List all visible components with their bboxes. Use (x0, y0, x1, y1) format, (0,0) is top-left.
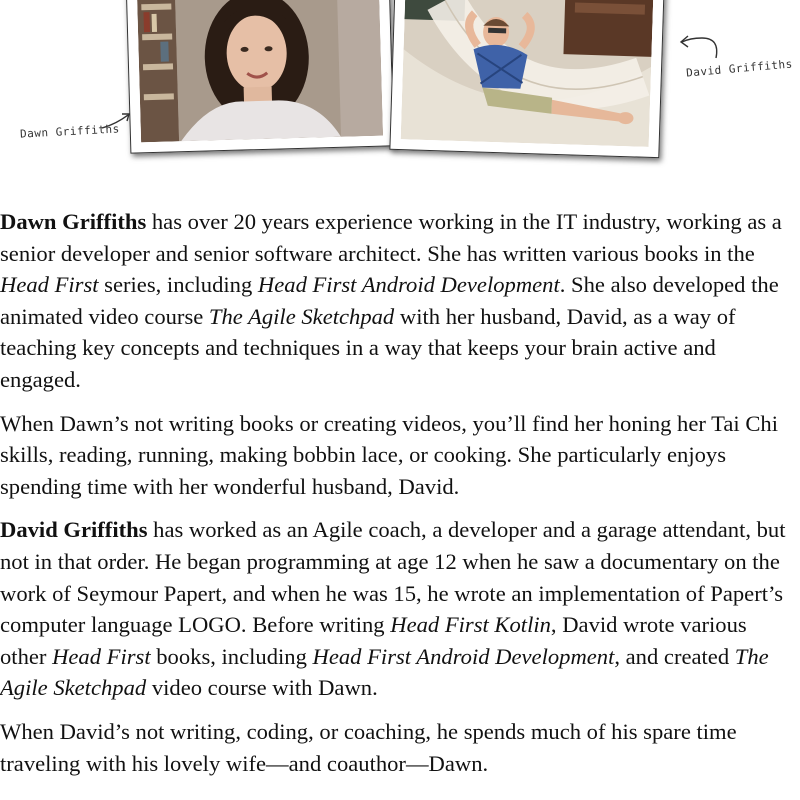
dawn-bio-paragraph (0, 206, 798, 396)
dawn-bio-text: . She also developed the animated video course (0, 272, 779, 329)
course-title: The Agile Sketchpad (0, 643, 769, 701)
dawn-bio-text: has over 20 years experience working in the IT industry, working as a senior developer and senior software architect. She has written various books in the (0, 209, 782, 266)
dawn-hobbies-paragraph: When Dawn’s not writing books or creating videos, you’ll find her honing her Tai Chi skills, reading, running, making bobbin lace, or cooking. She particularly enjoys spending time with her wonderful husband, David. (0, 410, 778, 499)
david-bio-text: , David wrote various other (0, 612, 747, 669)
dawn-photo-caption: Dawn Griffiths (19, 122, 120, 141)
book-title: Head First Kotlin (390, 612, 551, 638)
series-title: Head First (52, 643, 151, 669)
dawn-name: Dawn Griffiths (0, 209, 147, 234)
david-name: David Griffiths (0, 517, 148, 543)
david-photo-image (401, 0, 654, 147)
book-title: Head First Android Development (257, 272, 560, 298)
series-title: Head First (0, 272, 99, 298)
book-title: Head First Android Development (312, 643, 615, 669)
david-hobbies-paragraph: When David’s not writing, coding, or coaching, he spends much of his spare time traveling with his lovely wife—and coauthor—Dawn. (0, 718, 737, 776)
dawn-bio-text: series, including (98, 272, 258, 298)
dawn-bio-text: with her husband, David, as a way of teaching key concepts and techniques in a way that keeps your brain active and engaged. (0, 303, 736, 392)
david-bio-paragraph (0, 514, 798, 704)
david-bio-text: video course with Dawn. (146, 675, 378, 701)
david-photo-frame (389, 0, 664, 158)
dawn-caption-arrow-icon (100, 110, 134, 132)
david-bio-text: has worked as an Agile coach, a developer and a garage attendant, but not in that order. He began programming at age 12 when he saw a documentary on the work of Seymour Papert, and when he was 15, he wrote an implementation of Papert’s computer language LOGO. Before writing (0, 517, 786, 638)
david-photo (401, 0, 654, 147)
david-bio-text: , and created (614, 643, 735, 669)
david-caption-arrow-icon (676, 32, 724, 60)
dawn-photo-image (137, 0, 383, 142)
david-photo-caption: David Griffiths (685, 57, 794, 80)
dawn-photo (137, 0, 383, 142)
course-title: The Agile Sketchpad (208, 303, 395, 329)
author-bios (0, 206, 798, 791)
dawn-photo-frame (126, 0, 395, 154)
david-bio-text: books, including (150, 643, 313, 669)
